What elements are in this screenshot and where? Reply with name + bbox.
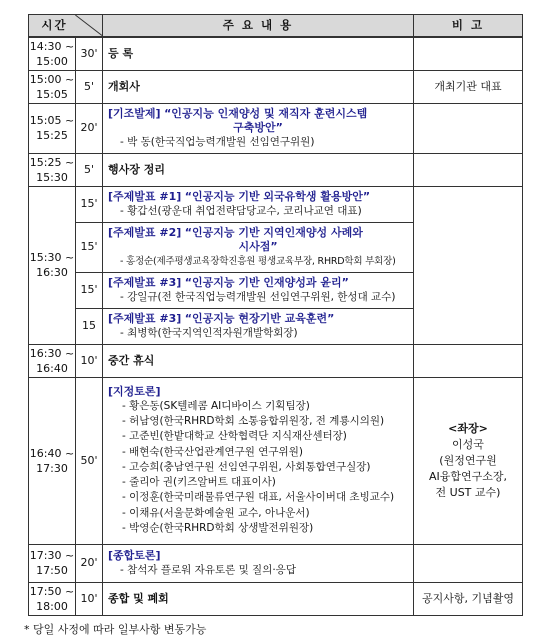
note-cell <box>414 37 523 71</box>
content-cell <box>103 377 414 544</box>
note-cell <box>414 153 523 186</box>
presenter: - 최병학(한국지역인적자원개발학회장) <box>120 326 298 339</box>
duration-cell: 15 <box>76 308 103 344</box>
time-cell: 16:30 ~ 16:40 <box>29 344 76 377</box>
content-cell: [주제발표 #1] “인공지능 기반 외국유학생 활용방안” - 황갑선(광운대 취업전략담당교수, 코리나교연 대표) <box>103 186 414 222</box>
table-row <box>29 153 523 186</box>
note-cell: <좌장> 이성국 (원정연구원 AI융합연구소장, 전 UST 교수) <box>414 377 523 544</box>
list-item: - 배현숙(한국산업관계연구원 연구위원) <box>122 445 303 458</box>
header-note: 비 고 <box>414 15 523 37</box>
note-cell: 공지사항, 기념촬영 <box>414 582 523 615</box>
content-cell <box>103 103 414 153</box>
list-item: - 허남영(한국RHRD학회 소통융합위원장, 전 계룡시의원) <box>122 414 385 427</box>
list-item: - 박영순(한국RHRD학회 상생발전위원장) <box>122 522 314 535</box>
duration-cell: 20' <box>76 103 103 153</box>
time-cell: 15:25 ~ 15:30 <box>29 153 76 186</box>
table-row <box>29 377 523 544</box>
presenter: - 홍정순(제주평생교육장학진흥원 평생교육부장, RHRD학회 부회장) <box>120 255 396 267</box>
time-cell: 17:50 ~ 18:00 <box>29 582 76 615</box>
duration-cell: 5' <box>76 70 103 103</box>
duration-cell: 30' <box>76 37 103 71</box>
content-cell: [주제발표 #3] “인공지능 기반 인재양성과 윤리” - 강일규(전 한국직업능력개발원 선임연구위원, 한성대 교수) <box>103 272 414 308</box>
duration-cell: 20' <box>76 544 103 582</box>
list-item: - 줄리아 권(키즈알버트 대표이사) <box>122 476 276 489</box>
duration-cell: 15' <box>76 186 103 222</box>
list-item: - 고준빈(한밭대학교 산학협력단 지식재산센터장) <box>122 430 347 443</box>
duration-cell: 10' <box>76 582 103 615</box>
keynote-speaker: - 박 동(한국직업능력개발원 선임연구위원) <box>120 135 315 148</box>
keynote-title-cont: 구축방안” <box>233 120 283 134</box>
duration-cell: 15' <box>76 272 103 308</box>
table-row <box>29 103 523 153</box>
note-cell <box>414 344 523 377</box>
keynote-title: [기조발제] “인공지능 인재양성 및 재직자 훈련시스템 <box>108 106 368 120</box>
content-cell: 개회사 <box>103 70 414 103</box>
list-item: - 고승희(충남연구원 선임연구위원, 사회통합연구실장) <box>122 460 371 473</box>
content-cell: 종합 및 폐회 <box>103 582 414 615</box>
time-cell: 15:30 ~ 16:30 <box>29 186 76 344</box>
panel-list <box>108 399 408 537</box>
time-cell: 15:00 ~ 15:05 <box>29 70 76 103</box>
time-cell: 16:40 ~ 17:30 <box>29 377 76 544</box>
duration-cell: 15' <box>76 222 103 272</box>
list-item: - 이정훈(한국미래물류연구원 대표, 서울사이버대 초빙교수) <box>122 491 395 504</box>
footnote: * 당일 사정에 따라 일부사항 변동가능 <box>24 623 207 636</box>
panel-label: [지정토론] <box>108 384 161 398</box>
list-item: - 이채유(서울문화예술원 교수, 아나운서) <box>122 506 310 519</box>
time-cell: 15:05 ~ 15:25 <box>29 103 76 153</box>
note-cell <box>414 544 523 582</box>
table-row <box>29 344 523 377</box>
table-row <box>29 544 523 582</box>
header-content: 주 요 내 용 <box>103 15 414 37</box>
content-cell: 행사장 정리 <box>103 153 414 186</box>
table-row <box>29 186 523 222</box>
moderator-name: 이성국 <box>452 437 484 451</box>
duration-cell: 10' <box>76 344 103 377</box>
duration-cell: 50' <box>76 377 103 544</box>
content-cell: [주제발표 #2] “인공지능 기반 지역인재양성 사례와 시사점” - 홍정순(제주평생교육장학진흥원 평생교육부장, RHRD학회 부회장) <box>103 222 414 272</box>
duration-cell: 5' <box>76 153 103 186</box>
table-row <box>29 70 523 103</box>
presenter: - 황갑선(광운대 취업전략담당교수, 코리나교연 대표) <box>120 204 362 217</box>
content-cell: 등 록 <box>103 37 414 71</box>
table-row <box>29 582 523 615</box>
content-cell: [종합토론] - 참석자 플로워 자유토론 및 질의·응답 <box>103 544 414 582</box>
table-row <box>29 37 523 71</box>
schedule-table <box>28 14 523 616</box>
table-header-row <box>29 15 523 37</box>
note-cell <box>414 103 523 153</box>
note-cell: 개최기관 대표 <box>414 70 523 103</box>
list-item: - 황은동(SK텔레콤 AI디바이스 기획팀장) <box>122 399 310 412</box>
header-time: 시간 <box>29 15 103 37</box>
time-cell: 17:30 ~ 17:50 <box>29 544 76 582</box>
note-cell <box>414 186 523 344</box>
moderator-label: <좌장> <box>448 421 488 435</box>
content-cell: [주제발표 #3] “인공지능 현장기반 교육훈련” - 최병학(한국지역인적자원개발학회장) <box>103 308 414 344</box>
content-cell: 중간 휴식 <box>103 344 414 377</box>
time-cell: 14:30 ~ 15:00 <box>29 37 76 71</box>
presenter: - 강일규(전 한국직업능력개발원 선임연구위원, 한성대 교수) <box>120 290 396 303</box>
